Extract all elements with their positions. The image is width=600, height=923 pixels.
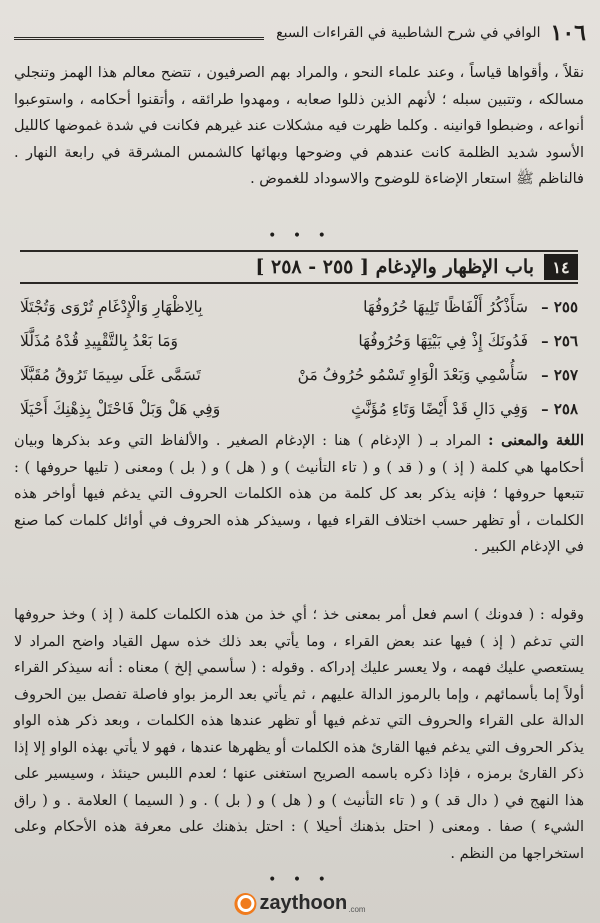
verse-second-hemistich: وَفِي هَلْ وَبَلْ فَاحْتَلْ بِذِهْنِكَ أَحْيَلَا (20, 400, 221, 418)
verse-first-hemistich: فَدُونَكَ إِذْ فِي بَيْتِهَا وَحُرُوفُهَا (358, 332, 528, 350)
verse-first-hemistich: سَأُسْمِي وَبَعْدَ الْوَاوِ تَسْمُو حُرُوفُ مَنْ (297, 366, 528, 384)
zaythoon-logo-icon (234, 893, 256, 915)
verse-number: ٢٥٧ – (541, 366, 578, 384)
verse-number: ٢٥٨ – (541, 400, 578, 418)
watermark-domain: .com (348, 905, 366, 914)
verse-row (20, 290, 578, 324)
running-head-title: الوافي في شرح الشاطبية في القراءات السبع (276, 25, 541, 41)
commentary-paragraph: وقوله : ( فدونك ) اسم فعل أمر بمعنى خذ ؛ أي خذ من هذه الكلمات كلمة ( إذ ) وخذ حروفها التي تدغم ( إذ ) فيها عند بعض القراء ، وما يأتي بعد ذلك خذه سهل القياد واضح المراد لا يستعصي عليك فهمه ، ولا يعسر عليك إدراكه . وقوله : ( سأسمي إلخ ) معناه : أنه سيذكر القراء أولاً إما بأسمائهم ، وإما بالرموز الدالة عليهم ، ثم يأتي بعد الرمز بواو فاصلة تفصل بين الحروف الدالة على القراء والحروف التي تدغم فيها أو تظهر عندها هذه الكلمات ، وبعد ذكر هذه الواو يذكر الحروف التي يدغم فيها القارئ هذه الكلمات أو يظهرها عندها ، فهو لا يأتي بهذه الواو إلا إذا ذكر القارئ برمزه ، فإذا ذكره باسمه الصريح استغنى عنها ؛ لعدم اللبس حينئذ ، وسيسير على هذا النهج في ( دال قد ) و ( تاء التأنيث ) و ( هل ) و ( بل ) . و ( السيما ) العلامة . و ( راق الشيء ) صفا . ومعنى ( احتل بذهنك أحيلا ) : احتل بذهنك على معرفة هذه الأحكام وعلى استخراجها من النظم . (14, 607, 584, 862)
verse-first-hemistich: سَأَذْكُرُ أَلْفَاظًا تَلِيهَا حُرُوفُهَا (363, 298, 528, 316)
separator-stars: • • • (268, 228, 332, 244)
verse-second-hemistich: تَسَمَّى عَلَى سِيمَا تَرُوقُ مُقَبَّلَا (20, 366, 201, 384)
verse-second-hemistich: بِالِاظْهَارِ وَالْإِدْغَامِ تُرْوَى وَتُجْتَلَا (20, 298, 203, 316)
verse-number: ٢٥٦ – (541, 332, 578, 350)
chapter-title: باب الإظهار والإدغام [ ٢٥٥ - ٢٥٨ ] (255, 256, 534, 278)
running-head-rule (14, 27, 264, 40)
zaythoon-watermark (234, 892, 365, 915)
verse-row (20, 324, 578, 358)
chapter-number-badge: ١٤ (544, 254, 578, 280)
explanation-body: المراد بـ ( الإدغام ) هنا : الإدغام الصغير . والألفاظ التي وعد بذكرها وبيان أحكامها هي كلمة ( إذ ) و ( قد ) و ( تاء التأنيث ) و ( هل ) و ( بل ) ومعنى ( تليها حروفها ) : تتبعها حروفها ؛ فإنه يذكر بعد كل كلمة من هذه الكلمات الحروف التي يدغم فيها أواخر هذه الكلمات ، أو تظهر حسب اختلاف القراء فيها ، وسيذكر هذه الحروف في أوائل كلمات كما صنع في الإدغام الكبير . (14, 433, 584, 555)
explanation-lead: اللغة والمعنى : (488, 432, 584, 449)
separator-stars-bottom: • • • (268, 872, 332, 888)
chapter-heading (20, 250, 578, 284)
verse-number: ٢٥٥ – (541, 298, 578, 316)
page-number: ١٠٦ (550, 20, 586, 46)
verse-second-hemistich: وَمَا بَعْدُ بِالتَّقْيِيدِ قُدْهُ مُذَلَّلَا (20, 332, 178, 350)
verse-row (20, 392, 578, 426)
watermark-brand: zaythoon (259, 892, 348, 914)
intro-paragraph: نقلاً ، وأقواها قياساً ، وعند علماء النحو ، والمراد بهم الصرفيون ، تتضح معالم هذا الهمز وتنجلي مسالكه ، وتتبين سبله ؛ لأنهم الذين ذللوا صعابه ، ومهدوا طرائقه ، وأتقنوا أحكامه ، واستوعبوا أنواعه ، وضبطوا قوانينه . وكلما ظهرت فيه مشكلات عند غيرهم فكانت في شدة غموضها كالليل الأسود شديد الظلمة كانت عندهم في وضوحها وبهائها كالشمس المشرقة في رابعة النهار . فالناظم ﷺ استعار الإضاءة للوضوح والاسوداد للغموض . (14, 65, 584, 187)
verse-row (20, 358, 578, 392)
verse-table (20, 290, 578, 426)
explanation-paragraph (14, 428, 584, 561)
verse-first-hemistich: وَفِي دَالِ قَدْ أَيْضًا وَتَاءِ مُؤَنَّثٍ (351, 400, 528, 418)
running-head (14, 18, 586, 48)
